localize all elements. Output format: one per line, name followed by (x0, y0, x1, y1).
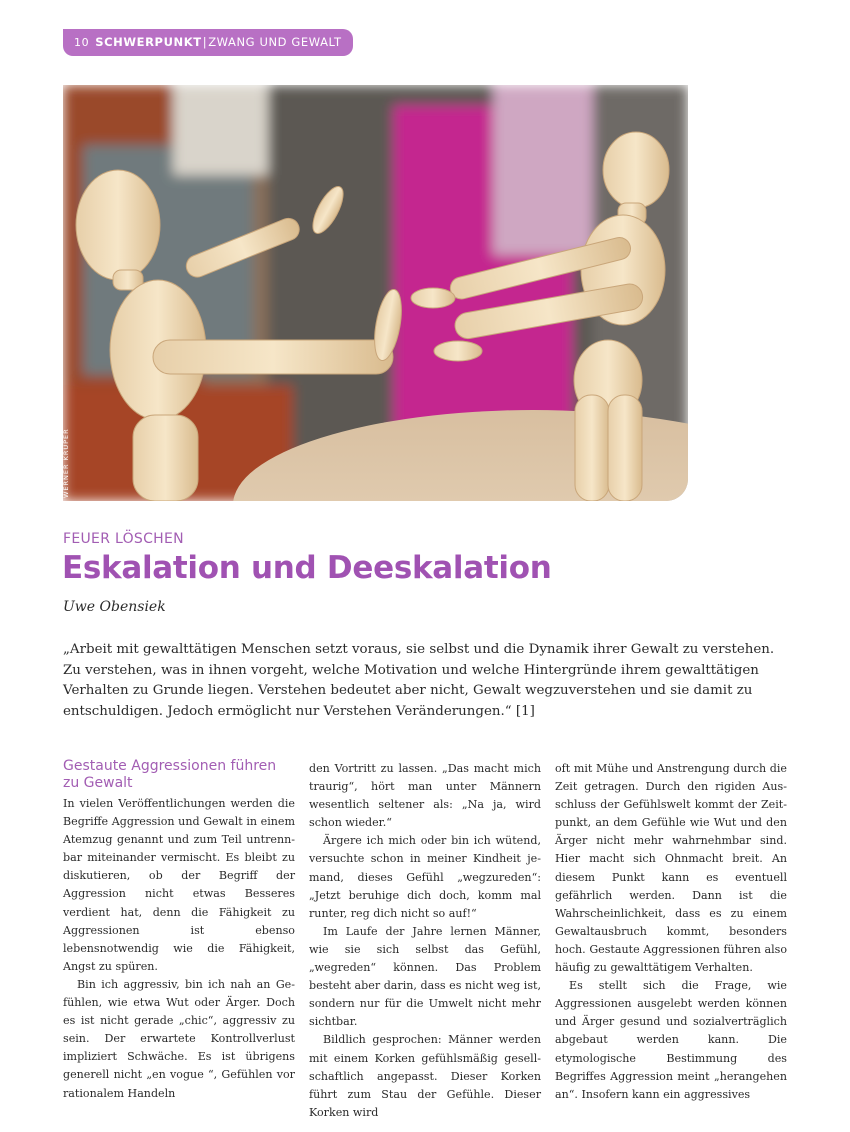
body-paragraph: In vielen Veröffentlichungen werden die Begriffe Aggression und Gewalt in einem Atemzug genannt und zum Teil untrennbar miteinander vermischt. Es bleibt zu diskutieren, ob der Begriff der Aggression nicht etwas Besseres verdient hat, denn die Fähigkeit zu Aggressionen ist ebenso lebensnotwendig wie die Fähigkeit, Angst zu spüren. (63, 797, 295, 973)
section-topic: ZWANG UND GEWALT (208, 35, 342, 49)
body-paragraph: oft mit Mühe und Anstrengung durch die Zeit getragen. Durch den rigiden Ausschluss der Gefühlswelt kommt der Zeitpunkt, an dem Gefühle wie Wut und den Ärger nicht mehr wahrnehmbar sind. Hier macht sich Ohnmacht breit. An diesem Punkt kann es eventuell gefährlich werden. Dann ist die Wahrscheinlichkeit, dass es zu einem Gewaltausbruch kommt, besonders hoch. Gestaute Aggressionen führen also häufig zu gewalttätigem Verhalten. (555, 762, 787, 975)
body-paragraph: Bildlich gesprochen: Männer werden mit einem Korken gefühlsmäßig gesellschaftlich angepasst. Dieser Korken führt zum Stau der Gefühle. Dieser Korken wird (309, 1033, 541, 1119)
photo-credit: WERNER KRÜPER (62, 428, 70, 498)
body-paragraph: Es stellt sich die Frage, wie Aggressionen ausgelebt werden können und Ärger gesund und sozialverträglich abgebaut werden kann. Die etymologische Bestimmung des Begriffes Aggression meint „herangehen an“. Insofern kann ein aggressives (555, 979, 787, 1101)
body-paragraph: Bin ich aggressiv, bin ich nah an Gefühlen, wie etwa Wut oder Ärger. Doch es ist nicht gerade „chic“, aggressiv zu sein. Der erwartete Kontrollverlust impliziert Schwäche. Es ist übrigens generell nicht „en vogue “, Gefühlen vor rationalem Handeln (63, 977, 295, 1100)
section-name: SCHWERPUNKT (95, 35, 202, 49)
article-kicker: FEUER LÖSCHEN (63, 531, 184, 547)
body-column-1 (63, 758, 295, 1103)
page-number: 10 (74, 36, 90, 49)
body-column-3 (555, 760, 787, 1104)
body-paragraph: Ärgere ich mich oder bin ich wütend, versuchte schon in meiner Kindheit jemand, dieses Gefühl „wegzureden“: „Jetzt beruhige dich doch, komm mal runter, reg dich nicht so auf!“ (309, 834, 541, 920)
article-intro-quote: „Arbeit mit gewalttätigen Menschen setzt voraus, sie selbst und die Dynamik ihrer Gewalt zu verstehen. Zu verstehen, was in ihnen vorgeht, welche Motivation und welche Hintergründe ihrem gewalttätigen Verhalten zu Grunde liegen. Verstehen bedeutet aber nicht, Gewalt wegzuverstehen und sie damit zu entschuldigen. Jedoch ermöglicht nur Verstehen Veränderungen.“ [1] (63, 642, 775, 719)
article-title: Eskalation und Deeskalation (62, 550, 552, 586)
header-separator: | (202, 35, 208, 49)
article-author: Uwe Obensiek (63, 599, 166, 615)
body-paragraph: Im Laufe der Jahre lernen Männer, wie sie sich selbst das Gefühl, „wegreden“ können. Das Problem besteht aber darin, dass es nicht weg ist, sondern nur für die Umwelt nicht mehr sichtbar. (309, 924, 541, 1029)
section-subheading: Gestaute Aggressionen führen zu Gewalt (63, 758, 277, 791)
body-paragraph: den Vortritt zu lassen. „Das macht mich traurig“, hört man unter Männern wesentlich seltener als: „Na ja, wird schon wieder.“ (309, 762, 541, 830)
running-header (63, 29, 353, 56)
article-photo (63, 85, 688, 501)
body-column-2 (309, 760, 541, 1122)
